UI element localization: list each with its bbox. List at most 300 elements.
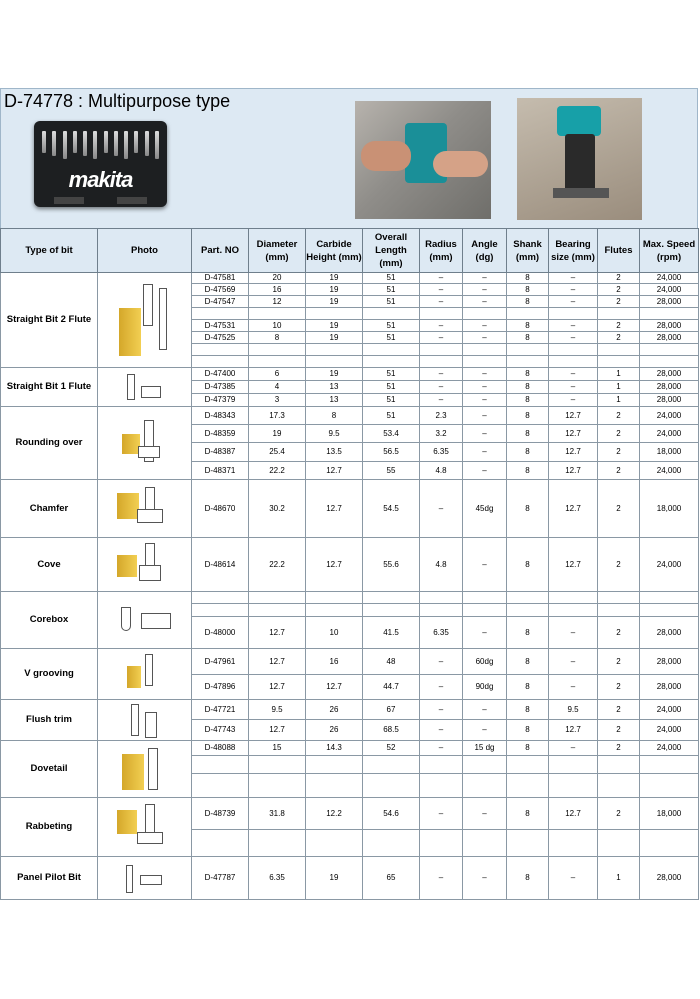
cell-radius [420, 592, 463, 604]
cell-part-no: D-47385 [192, 381, 249, 394]
col-carbide-height: Carbide Height (mm) [306, 229, 363, 273]
cell-angle: – [463, 425, 507, 443]
cell-overall-length: 51 [363, 368, 420, 381]
cell-diameter: 6 [249, 368, 306, 381]
bit-drawing-icon [120, 416, 170, 471]
cell-part-no: D-47896 [192, 675, 249, 700]
cell-overall-length [363, 604, 420, 617]
cell-shank: 8 [507, 798, 549, 830]
cell-bearing-size: – [549, 284, 598, 296]
cell-flutes [598, 756, 640, 774]
cell-part-no [192, 344, 249, 356]
cell-overall-length: 48 [363, 649, 420, 675]
cell-carbide-height [306, 592, 363, 604]
cell-flutes [598, 592, 640, 604]
cell-shank: 8 [507, 480, 549, 538]
cell-shank [507, 356, 549, 368]
cell-overall-length: 54.5 [363, 480, 420, 538]
cell-overall-length: 56.5 [363, 443, 420, 462]
table-row [1, 368, 699, 381]
bit-photo [98, 407, 192, 480]
cell-carbide-height: 19 [306, 273, 363, 284]
cell-bearing-size: 12.7 [549, 407, 598, 425]
cell-overall-length: 55.6 [363, 538, 420, 592]
cell-shank [507, 604, 549, 617]
cell-radius: – [420, 273, 463, 284]
bit-type-label: Rabbeting [1, 798, 98, 857]
cell-bearing-size: – [549, 368, 598, 381]
cell-max-speed [640, 830, 699, 857]
cell-max-speed [640, 344, 699, 356]
bit-photo [98, 538, 192, 592]
cell-carbide-height: 12.7 [306, 538, 363, 592]
cell-flutes: 2 [598, 700, 640, 720]
cell-carbide-height: 13 [306, 394, 363, 407]
cell-shank: 8 [507, 443, 549, 462]
cell-flutes: 2 [598, 407, 640, 425]
cell-bearing-size: – [549, 675, 598, 700]
cell-bearing-size: – [549, 394, 598, 407]
cell-max-speed: 28,000 [640, 649, 699, 675]
cell-angle: – [463, 857, 507, 900]
cell-max-speed: 28,000 [640, 296, 699, 308]
cell-part-no: D-47787 [192, 857, 249, 900]
cell-diameter: 15 [249, 741, 306, 756]
bit-type-label: Rounding over [1, 407, 98, 480]
bit-drawing-icon [115, 605, 175, 635]
cell-carbide-height: 12.7 [306, 480, 363, 538]
cell-radius: – [420, 480, 463, 538]
cell-carbide-height: 19 [306, 332, 363, 344]
cell-bearing-size [549, 592, 598, 604]
cell-bearing-size: 12.7 [549, 720, 598, 741]
cell-diameter: 9.5 [249, 700, 306, 720]
cell-carbide-height: 19 [306, 296, 363, 308]
cell-bearing-size: – [549, 857, 598, 900]
bit-set-case-image [34, 121, 167, 207]
cell-radius [420, 830, 463, 857]
cell-overall-length: 52 [363, 741, 420, 756]
bit-drawing-icon [120, 744, 170, 794]
cell-radius: 4.8 [420, 538, 463, 592]
cell-angle [463, 756, 507, 774]
cell-radius: – [420, 296, 463, 308]
col-photo: Photo [98, 229, 192, 273]
col-overall-length: Overall Length (mm) [363, 229, 420, 273]
cell-angle [463, 356, 507, 368]
cell-shank [507, 774, 549, 798]
cell-radius [420, 604, 463, 617]
cell-part-no: D-48343 [192, 407, 249, 425]
cell-part-no: D-47525 [192, 332, 249, 344]
cell-flutes [598, 774, 640, 798]
col-flutes: Flutes [598, 229, 640, 273]
cell-radius: – [420, 320, 463, 332]
cell-carbide-height [306, 344, 363, 356]
cell-bearing-size [549, 308, 598, 320]
cell-flutes: 2 [598, 675, 640, 700]
cell-diameter: 22.2 [249, 538, 306, 592]
cell-max-speed: 28,000 [640, 617, 699, 649]
col-angle: Angle (dg) [463, 229, 507, 273]
cell-shank: 8 [507, 700, 549, 720]
cell-shank [507, 344, 549, 356]
bit-drawing-icon [115, 280, 175, 360]
cell-overall-length: 44.7 [363, 675, 420, 700]
cell-part-no [192, 830, 249, 857]
cell-part-no: D-48088 [192, 741, 249, 756]
table-header-row [1, 229, 699, 273]
bit-type-label: Straight Bit 2 Flute [1, 273, 98, 368]
cell-flutes: 2 [598, 720, 640, 741]
cell-overall-length: 54.6 [363, 798, 420, 830]
cell-carbide-height: 14.3 [306, 741, 363, 756]
cell-diameter: 25.4 [249, 443, 306, 462]
cell-radius [420, 308, 463, 320]
cell-angle: – [463, 273, 507, 284]
cell-radius: – [420, 394, 463, 407]
bit-drawing-icon [125, 652, 165, 697]
cell-overall-length: 51 [363, 394, 420, 407]
cell-part-no [192, 592, 249, 604]
bit-photo [98, 592, 192, 649]
cell-radius: – [420, 284, 463, 296]
cell-overall-length: 51 [363, 320, 420, 332]
cell-flutes [598, 604, 640, 617]
cell-shank: 8 [507, 273, 549, 284]
cell-carbide-height: 19 [306, 857, 363, 900]
cell-angle: – [463, 407, 507, 425]
cell-diameter [249, 308, 306, 320]
cell-radius: – [420, 741, 463, 756]
cell-shank: 8 [507, 320, 549, 332]
router-bit-table [0, 228, 699, 900]
cell-carbide-height: 8 [306, 407, 363, 425]
cell-radius: – [420, 700, 463, 720]
cell-diameter: 20 [249, 273, 306, 284]
cell-bearing-size: 12.7 [549, 798, 598, 830]
col-diameter: Diameter (mm) [249, 229, 306, 273]
cell-flutes: 1 [598, 381, 640, 394]
cell-part-no [192, 308, 249, 320]
cell-overall-length [363, 308, 420, 320]
cell-angle [463, 774, 507, 798]
bit-drawing-icon [125, 702, 165, 738]
cell-angle: – [463, 798, 507, 830]
cell-overall-length: 51 [363, 284, 420, 296]
bit-type-label: Panel Pilot Bit [1, 857, 98, 900]
cell-bearing-size [549, 356, 598, 368]
cell-carbide-height [306, 756, 363, 774]
cell-flutes: 1 [598, 394, 640, 407]
cell-radius [420, 344, 463, 356]
bit-photo [98, 741, 192, 798]
cell-angle: – [463, 284, 507, 296]
cell-max-speed: 24,000 [640, 741, 699, 756]
bit-photo [98, 700, 192, 741]
cell-carbide-height [306, 308, 363, 320]
cell-radius: – [420, 368, 463, 381]
cell-radius: 3.2 [420, 425, 463, 443]
cell-flutes: 2 [598, 320, 640, 332]
cell-part-no: D-48387 [192, 443, 249, 462]
cell-diameter: 16 [249, 284, 306, 296]
cell-radius: 2.3 [420, 407, 463, 425]
cell-flutes [598, 830, 640, 857]
bit-drawing-icon [115, 802, 175, 852]
cell-carbide-height [306, 604, 363, 617]
table-row [1, 407, 699, 425]
cell-carbide-height: 19 [306, 284, 363, 296]
bit-photo [98, 798, 192, 857]
cell-flutes: 2 [598, 443, 640, 462]
trimmer-in-use-photo [517, 98, 642, 220]
cell-radius [420, 756, 463, 774]
cell-max-speed [640, 774, 699, 798]
bit-photo [98, 273, 192, 368]
cell-angle: – [463, 394, 507, 407]
cell-diameter: 4 [249, 381, 306, 394]
cell-bearing-size [549, 344, 598, 356]
cell-part-no: D-48000 [192, 617, 249, 649]
cell-shank: 8 [507, 675, 549, 700]
cell-bearing-size: 12.7 [549, 538, 598, 592]
cell-bearing-size: 12.7 [549, 480, 598, 538]
cell-carbide-height [306, 774, 363, 798]
cell-diameter [249, 344, 306, 356]
cell-radius: – [420, 798, 463, 830]
cell-overall-length [363, 830, 420, 857]
bit-photo [98, 649, 192, 700]
cell-bearing-size: 9.5 [549, 700, 598, 720]
cell-shank: 8 [507, 296, 549, 308]
bit-drawing-icon [125, 372, 165, 402]
cell-bearing-size: 12.7 [549, 425, 598, 443]
cell-carbide-height: 12.2 [306, 798, 363, 830]
cell-radius: – [420, 720, 463, 741]
cell-angle: – [463, 462, 507, 480]
table-row [1, 700, 699, 720]
cell-flutes: 2 [598, 798, 640, 830]
cell-overall-length [363, 774, 420, 798]
cell-angle: – [463, 443, 507, 462]
cell-bearing-size [549, 604, 598, 617]
cell-shank: 8 [507, 284, 549, 296]
cell-bearing-size: – [549, 381, 598, 394]
cell-shank [507, 308, 549, 320]
cell-part-no [192, 774, 249, 798]
cell-shank: 8 [507, 394, 549, 407]
cell-overall-length [363, 592, 420, 604]
cell-part-no: D-48670 [192, 480, 249, 538]
cell-bearing-size: – [549, 273, 598, 284]
cell-part-no: D-47379 [192, 394, 249, 407]
cell-max-speed [640, 756, 699, 774]
cell-shank: 8 [507, 857, 549, 900]
cell-diameter [249, 592, 306, 604]
cell-radius: – [420, 332, 463, 344]
cell-max-speed: 24,000 [640, 407, 699, 425]
cell-max-speed [640, 356, 699, 368]
cell-max-speed: 18,000 [640, 480, 699, 538]
cell-flutes: 2 [598, 649, 640, 675]
bit-type-label: Straight Bit 1 Flute [1, 368, 98, 407]
table-row [1, 592, 699, 604]
cell-max-speed: 18,000 [640, 798, 699, 830]
cell-radius: 4.8 [420, 462, 463, 480]
cell-flutes: 2 [598, 462, 640, 480]
col-radius: Radius (mm) [420, 229, 463, 273]
bit-drawing-icon [115, 485, 175, 533]
cell-diameter: 17.3 [249, 407, 306, 425]
cell-shank: 8 [507, 720, 549, 741]
cell-diameter: 12.7 [249, 675, 306, 700]
product-header [0, 88, 698, 228]
cell-diameter: 8 [249, 332, 306, 344]
cell-flutes: 2 [598, 480, 640, 538]
cell-max-speed: 24,000 [640, 425, 699, 443]
cell-part-no [192, 356, 249, 368]
cell-carbide-height: 26 [306, 700, 363, 720]
cell-shank: 8 [507, 381, 549, 394]
cell-max-speed: 28,000 [640, 381, 699, 394]
cell-diameter [249, 356, 306, 368]
cell-carbide-height: 19 [306, 368, 363, 381]
col-max-speed: Max. Speed (rpm) [640, 229, 699, 273]
table-row [1, 480, 699, 538]
cell-angle [463, 830, 507, 857]
bit-type-label: Flush trim [1, 700, 98, 741]
cell-max-speed [640, 308, 699, 320]
cell-angle: 15 dg [463, 741, 507, 756]
cell-max-speed: 28,000 [640, 394, 699, 407]
cell-max-speed: 24,000 [640, 720, 699, 741]
cell-part-no: D-48614 [192, 538, 249, 592]
cell-overall-length [363, 756, 420, 774]
cell-max-speed: 28,000 [640, 368, 699, 381]
cell-diameter: 12.7 [249, 649, 306, 675]
cell-diameter: 12.7 [249, 617, 306, 649]
cell-diameter: 10 [249, 320, 306, 332]
cell-part-no [192, 756, 249, 774]
cell-diameter [249, 774, 306, 798]
cell-shank: 8 [507, 649, 549, 675]
cell-bearing-size [549, 774, 598, 798]
cell-angle: – [463, 332, 507, 344]
cell-overall-length [363, 344, 420, 356]
cell-max-speed: 28,000 [640, 675, 699, 700]
cell-flutes [598, 344, 640, 356]
cell-overall-length: 51 [363, 273, 420, 284]
cell-shank: 8 [507, 462, 549, 480]
cell-diameter [249, 756, 306, 774]
cell-radius: – [420, 649, 463, 675]
cell-part-no: D-48739 [192, 798, 249, 830]
cell-overall-length: 65 [363, 857, 420, 900]
page-title: D-74778 : Multipurpose type [4, 91, 231, 111]
col-shank: Shank (mm) [507, 229, 549, 273]
cell-flutes: 2 [598, 538, 640, 592]
cell-radius: – [420, 675, 463, 700]
cell-diameter: 22.2 [249, 462, 306, 480]
cell-flutes: 1 [598, 368, 640, 381]
cell-part-no: D-48371 [192, 462, 249, 480]
cell-max-speed: 24,000 [640, 273, 699, 284]
cell-diameter: 12 [249, 296, 306, 308]
cell-overall-length: 55 [363, 462, 420, 480]
cell-overall-length: 41.5 [363, 617, 420, 649]
cell-max-speed: 28,000 [640, 857, 699, 900]
cell-carbide-height: 19 [306, 320, 363, 332]
cell-bearing-size: – [549, 617, 598, 649]
cell-carbide-height: 13 [306, 381, 363, 394]
bit-type-label: V grooving [1, 649, 98, 700]
cell-angle [463, 604, 507, 617]
cell-diameter: 19 [249, 425, 306, 443]
cell-diameter: 6.35 [249, 857, 306, 900]
cell-overall-length: 51 [363, 332, 420, 344]
cell-bearing-size: – [549, 649, 598, 675]
cell-part-no: D-47547 [192, 296, 249, 308]
cell-flutes: 2 [598, 425, 640, 443]
cell-bearing-size: – [549, 741, 598, 756]
cell-overall-length: 51 [363, 407, 420, 425]
cell-max-speed: 24,000 [640, 700, 699, 720]
cell-angle: – [463, 368, 507, 381]
cell-flutes: 2 [598, 273, 640, 284]
cell-carbide-height [306, 830, 363, 857]
table-row [1, 649, 699, 675]
cell-shank: 8 [507, 617, 549, 649]
bit-type-label: Chamfer [1, 480, 98, 538]
cell-radius: 6.35 [420, 443, 463, 462]
cell-angle: 45dg [463, 480, 507, 538]
cell-part-no: D-47531 [192, 320, 249, 332]
cell-diameter: 30.2 [249, 480, 306, 538]
cell-part-no: D-47961 [192, 649, 249, 675]
cell-angle [463, 592, 507, 604]
cell-flutes [598, 308, 640, 320]
bit-drawing-icon [120, 863, 170, 893]
cell-part-no: D-47569 [192, 284, 249, 296]
cell-part-no: D-47721 [192, 700, 249, 720]
cell-diameter: 3 [249, 394, 306, 407]
cell-overall-length [363, 356, 420, 368]
cell-flutes: 2 [598, 332, 640, 344]
cell-radius [420, 774, 463, 798]
cell-shank: 8 [507, 741, 549, 756]
cell-overall-length: 51 [363, 296, 420, 308]
cell-angle [463, 344, 507, 356]
router-in-use-photo [355, 101, 491, 219]
cell-angle: – [463, 617, 507, 649]
cell-carbide-height: 16 [306, 649, 363, 675]
cell-bearing-size: – [549, 320, 598, 332]
cell-diameter: 12.7 [249, 720, 306, 741]
cell-flutes: 1 [598, 857, 640, 900]
cell-bearing-size [549, 830, 598, 857]
cell-part-no: D-47743 [192, 720, 249, 741]
cell-overall-length: 53.4 [363, 425, 420, 443]
cell-shank: 8 [507, 332, 549, 344]
cell-overall-length: 51 [363, 381, 420, 394]
table-row [1, 538, 699, 592]
bit-type-label: Corebox [1, 592, 98, 649]
table-row [1, 857, 699, 900]
cell-angle: – [463, 381, 507, 394]
cell-flutes: 2 [598, 741, 640, 756]
cell-shank [507, 830, 549, 857]
